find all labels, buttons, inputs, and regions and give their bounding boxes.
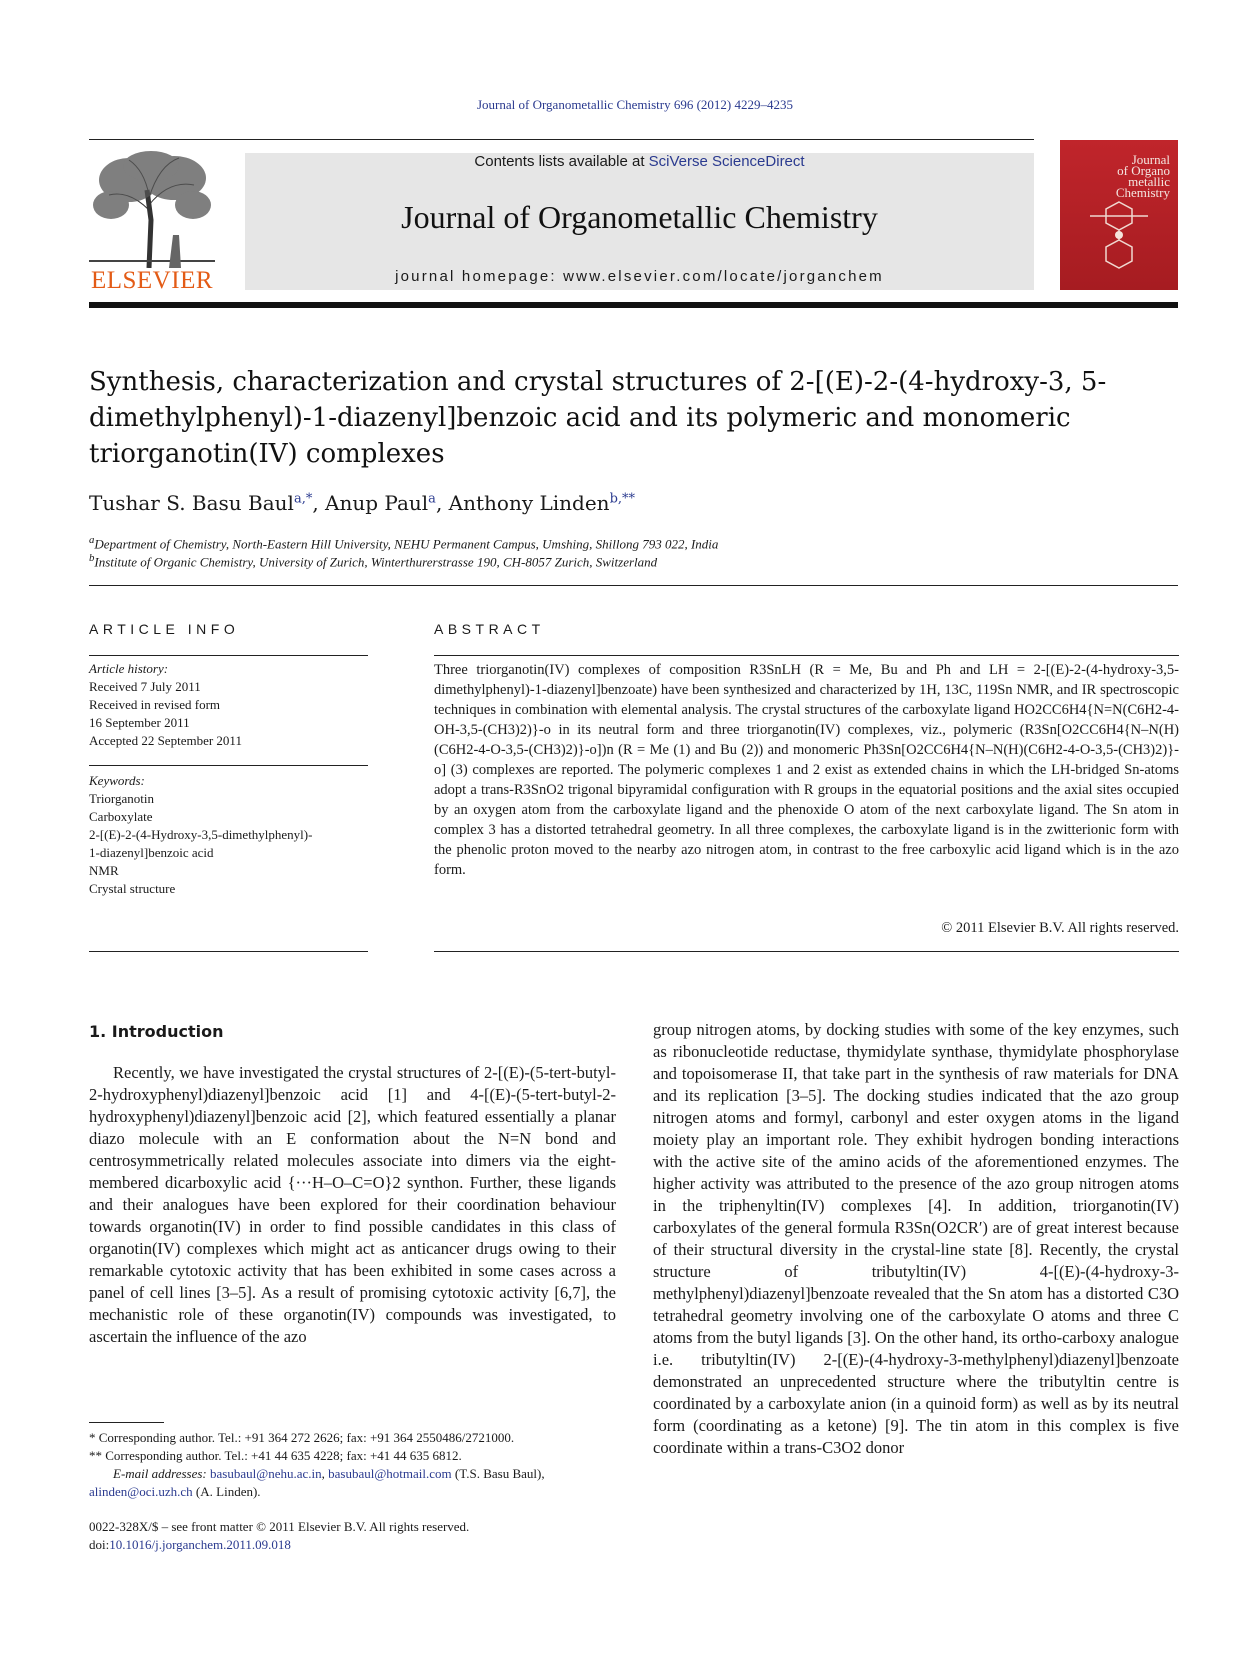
article-title: Synthesis, characterization and crystal structures of 2-[(E)-2-(4-hydroxy-3, 5-dimethylphenyl)-1-diazenyl]benzoic acid and its polymeric and monomeric triorganotin(IV) complexes	[89, 367, 1107, 469]
footnotes	[89, 1429, 616, 1501]
journal-reference[interactable]: Journal of Organometallic Chemistry 696 (2012) 4229–4235	[476, 97, 794, 112]
email-link[interactable]: alinden@oci.uzh.ch	[89, 1484, 193, 1499]
author-list: Tushar S. Basu Baul$^{a,*}$, Anup Paul$^a$, Anthony Linden$^{b,**}$	[89, 491, 636, 515]
affiliation: $^b$Institute of Organic Chemistry, University of Zurich, Winterthurerstrasse 190, CH-8057 Zurich, Switzerland	[89, 552, 658, 570]
header-thick-rule	[89, 302, 1178, 308]
email-addresses: E-mail addresses: basubaul@nehu.ac.in, basubaul@hotmail.com (T.S. Basu Baul),	[113, 1466, 545, 1481]
footnote: * Corresponding author. Tel.: +91 364 272 2626; fax: +91 364 2550486/2721000.	[89, 1430, 515, 1445]
journal-cover	[1060, 140, 1178, 290]
keyword: 1-diazenyl]benzoic acid	[89, 845, 214, 860]
author-affil-link[interactable]: a,*	[293, 491, 313, 507]
keyword: 2-[(E)-2-(4-Hydroxy-3,5-dimethylphenyl)-	[89, 827, 313, 842]
keyword: Carboxylate	[89, 809, 153, 824]
author-affil-link[interactable]: b,**	[609, 491, 636, 507]
article-history: Article history: Received 7 July 2011 Received in revised form 16 September 2011 Accepted 22 September 2011	[89, 660, 368, 750]
elsevier-logo	[89, 150, 215, 295]
footnote-rule	[89, 1422, 164, 1423]
author-name: Tushar S. Basu Baul	[89, 491, 294, 515]
keyword: NMR	[89, 863, 119, 878]
section-rule	[89, 585, 1178, 586]
elsevier-tree-icon	[89, 150, 215, 268]
sciencedirect-link[interactable]: SciVerse ScienceDirect	[648, 153, 805, 170]
front-matter	[89, 1518, 616, 1554]
contents-line: Contents lists available at SciVerse ScienceDirect	[474, 153, 805, 170]
body-column-right: group nitrogen atoms, by docking studies with some of the key enzymes, such as ribonucleotide reductase, thymidylate synthase, thymidylate phosphorylase and topoisomerase II, that take part in the synthesis of raw materials for DNA and its replication [3–5]. The docking studies indicated that the azo group nitrogen atoms and formyl, carbonyl and ester oxygen atoms in the ligand moiety play an important role. They exhibit hydrogen bonding interactions with the active site of the amino acids of the aforementioned enzymes. The higher activity was attributed to the presence of the azo group nitrogen atoms in the triphenyltin(IV) complexes [4]. In addition, triorganotin(IV) carboxylates of the general formula R3Sn(O2CR′) are of great interest because of their structural diversity in the crystal-line state [8]. Recently, the crystal structure of tributyltin(IV) 4-[(E)-(4-hydroxy-3-methylphenyl)diazenyl]benzoate revealed that the Sn atom has a distorted C3O tetrahedral geometry involving one of the carboxylate O atoms and three C atoms from the butyl ligands [3]. On the other hand, its ortho-carboxy analogue i.e. tributyltin(IV) 2-[(E)-(4-hydroxy-3-methylphenyl)diazenyl]benzoate demonstrated an unprecedented structure where the tributyltin centre is coordinated by a carboxylate anion (in a quinoid form) as well as by its neutral form (coordinating as a ketone) [9]. The tin atom in this complex is five coordinate within a trans-C3O2 donor	[653, 1020, 1179, 1457]
abstract-heading: ABSTRACT	[434, 621, 545, 637]
email-link[interactable]: basubaul@hotmail.com	[328, 1466, 452, 1481]
history-item: Received in revised form	[89, 697, 221, 712]
section-heading-introduction: 1. Introduction	[89, 1022, 224, 1041]
email-addresses: alinden@oci.uzh.ch (A. Linden).	[89, 1484, 261, 1499]
footnote: ** Corresponding author. Tel.: +41 44 635 4228; fax: +41 44 635 6812.	[89, 1448, 462, 1463]
cover-title: Journal of Organo metallic Chemistry	[1115, 152, 1170, 200]
abstract-text: Three triorganotin(IV) complexes of composition R3SnLH (R = Me, Bu and Ph and LH = 2-[(E)-2-(4-hydroxy-3,5-dimethylphenyl)-1-diazenyl]benzoate) have been synthesized and characterized by 1H, 13C, 119Sn NMR, and IR spectroscopic techniques in combination with elemental analysis. The crystal structures of the carboxylate ligand HO2CC6H4{N=N(C6H2-4-OH-3,5-(CH3)2)}-o in its neutral form and three triorganotin(IV) complexes, viz., polymeric (R3Sn[O2CC6H4{N–N(H)(C6H2-4-O-3,5-(CH3)2)}-o])n (R = Me (1) and Bu (2)) and monomeric Ph3Sn[O2CC6H4{N–N(H)(C6H2-4-O-3,5-(CH3)2)}-o] (3) complexes are reported. The polymeric complexes 1 and 2 exist as extended chains in which the LH-bridged Sn-atoms adopt a trans-R3SnO2 trigonal bipyramidal configuration with R groups in the equatorial positions and the axial sites occupied by an oxygen atom from the carboxylate ligand and the phenoxide O atom of the next carboxylate ligand. The Sn atom in complex 3 has a distorted tetrahedral geometry. In all three complexes, the carboxylate ligand is in the zwitterionic form with the phenolic proton moved to the nearby azo nitrogen atom, in contrast to the free carboxylic acid ligand which is in the azo form.	[434, 662, 1179, 878]
author-name: Anthony Linden	[448, 491, 610, 515]
email-link[interactable]: basubaul@nehu.ac.in	[210, 1466, 322, 1481]
doi-line: doi:10.1016/j.jorganchem.2011.09.018	[89, 1537, 291, 1552]
abstract-rule	[434, 951, 1179, 952]
keyword: Triorganotin	[89, 791, 155, 806]
elsevier-wordmark: ELSEVIER	[90, 267, 214, 294]
doi-link[interactable]: 10.1016/j.jorganchem.2011.09.018	[109, 1537, 291, 1552]
abstract-copyright: © 2011 Elsevier B.V. All rights reserved.	[941, 920, 1179, 936]
cover-molecule-icon	[1060, 140, 1178, 290]
top-rule	[89, 139, 1034, 140]
affiliation: $^a$Department of Chemistry, North-Eastern Hill University, NEHU Permanent Campus, Umshing, Shillong 793 022, India	[89, 534, 719, 552]
history-item: Received 7 July 2011	[89, 679, 201, 694]
info-rule	[89, 951, 368, 952]
author-affil-link[interactable]: a	[428, 491, 436, 507]
keyword: Crystal structure	[89, 881, 176, 896]
article-info-heading: ARTICLE INFO	[89, 621, 240, 637]
journal-title: Journal of Organometallic Chemistry	[401, 199, 878, 235]
journal-homepage[interactable]: journal homepage: www.elsevier.com/locate/jorganchem	[395, 268, 884, 285]
issn-line: 0022-328X/$ – see front matter © 2011 Elsevier B.V. All rights reserved.	[89, 1519, 470, 1534]
body-column-left: Recently, we have investigated the crystal structures of 2-[(E)-(5-tert-butyl-2-hydroxyphenyl)diazenyl]benzoic acid [1] and 4-[(E)-(5-tert-butyl-2-hydroxyphenyl)diazenyl]benzoic acid [2], which featured essentially a planar diazo molecule with an E conformation about the N=N bond and centrosymmetrically related molecules associate into dimers via the eight-membered dicarboxylic acid {···H–O–C=O}2 synthon. Further, these ligands and their analogues have been explored for their coordination behaviour towards organotin(IV) in order to find possible candidates in this class of organotin(IV) complexes which might act as anticancer drugs owing to their remarkable cytotoxic activity that has been exhibited in some cases across a panel of cell lines [3–5]. As a result of promising cytotoxic activity [6,7], the mechanistic role of these organotin(IV) compounds was investigated, to ascertain the influence of the azo	[89, 1063, 616, 1346]
info-rule	[89, 765, 368, 766]
keywords: Keywords: Triorganotin Carboxylate 2-[(E)-2-(4-Hydroxy-3,5-dimethylphenyl)- 1-diazenyl]benzoic acid NMR Crystal structure	[89, 772, 368, 898]
abstract-rule	[434, 655, 1179, 656]
history-item: 16 September 2011	[89, 715, 190, 730]
journal-banner	[245, 153, 1034, 290]
history-item: Accepted 22 September 2011	[89, 733, 242, 748]
info-rule	[89, 655, 368, 656]
author-name: Anup Paul	[325, 491, 429, 515]
